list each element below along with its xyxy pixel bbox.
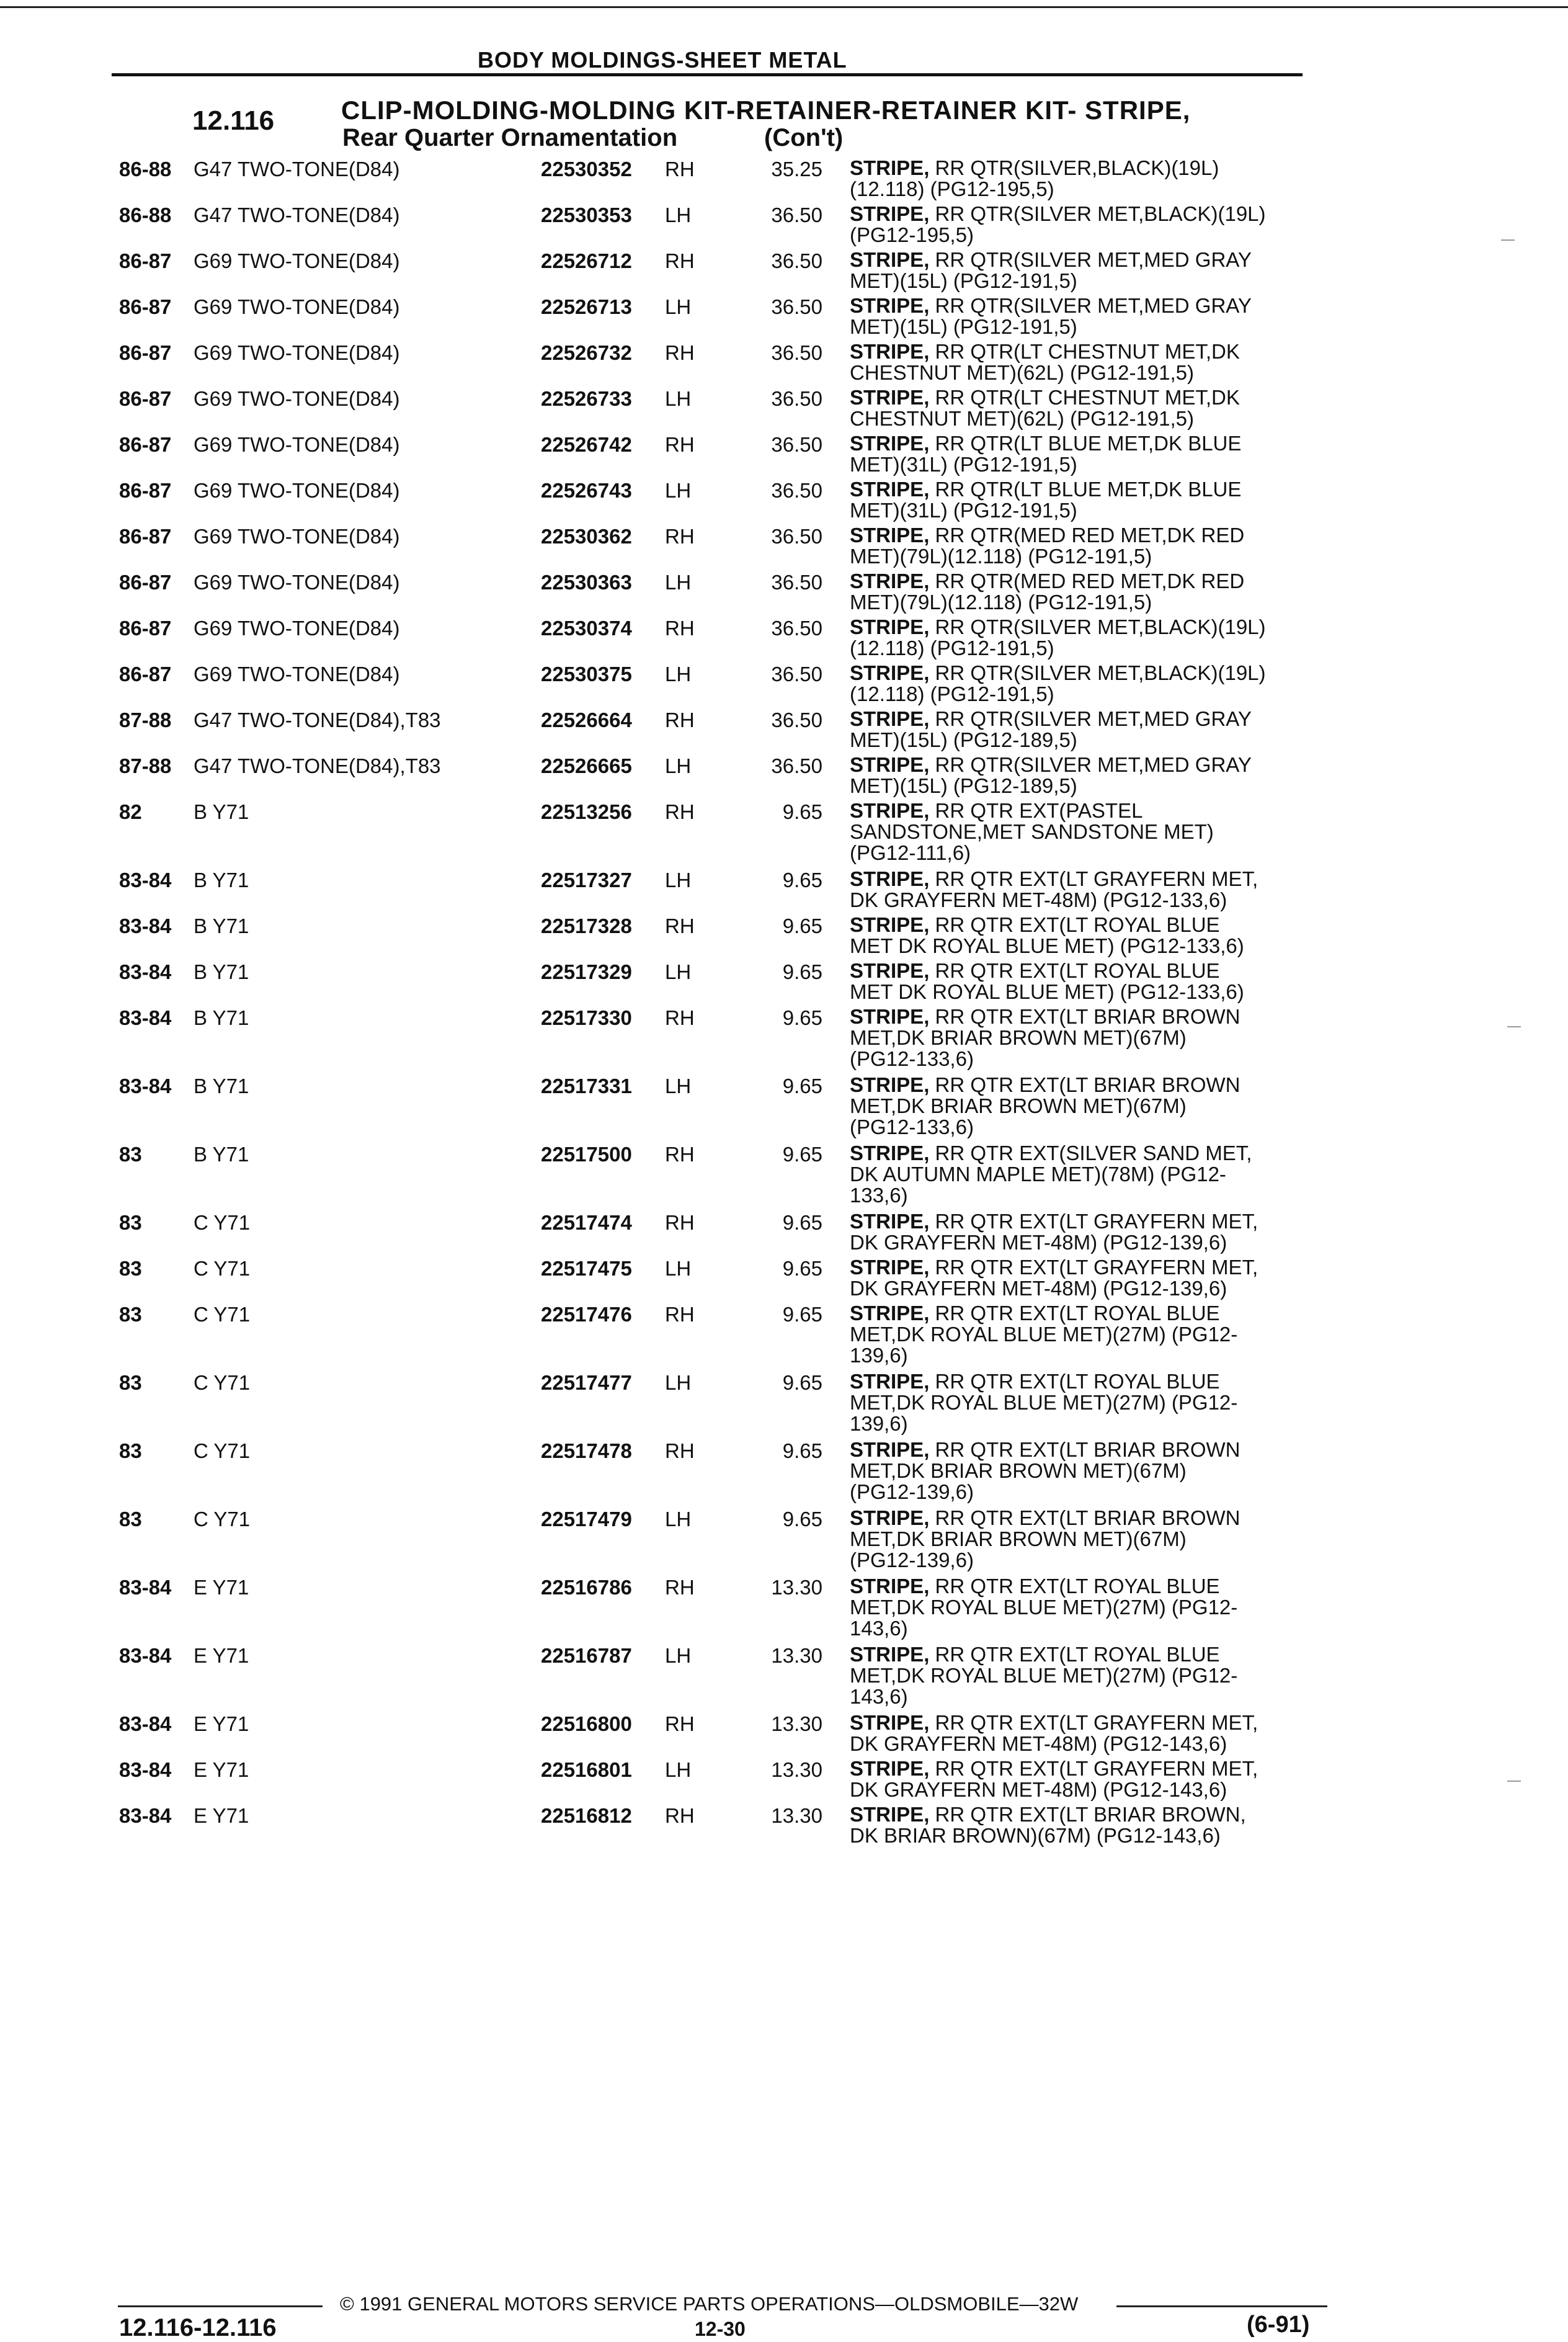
description-text: RR QTR(LT BLUE MET,DK BLUE MET)(31L) (PG12-191,5)	[850, 432, 1242, 476]
part-description	[850, 1758, 1321, 1800]
side: RH	[665, 708, 695, 731]
description-text: RR QTR EXT(LT BRIAR BROWN MET,DK BRIAR BROWN MET)(67M) (PG12-139,6)	[850, 1438, 1241, 1503]
description-lead: STRIPE,	[850, 1142, 930, 1164]
part-number: 22530352	[541, 158, 632, 181]
model-code: C Y71	[194, 1303, 251, 1326]
price: 9.65	[782, 960, 822, 983]
description-text: RR QTR EXT(LT BRIAR BROWN MET,DK BRIAR BROWN MET)(67M) (PG12-133,6)	[850, 1005, 1241, 1070]
description-text: RR QTR EXT(LT ROYAL BLUE MET,DK ROYAL BLUE MET)(27M) (PG12- 139,6)	[850, 1302, 1238, 1367]
part-description	[850, 960, 1321, 1003]
side: RH	[665, 800, 695, 823]
part-description	[850, 158, 1321, 200]
part-number: 22513256	[541, 800, 632, 823]
part-description	[850, 295, 1321, 337]
part-number: 22517328	[541, 914, 632, 937]
price: 36.50	[771, 203, 822, 226]
part-description	[850, 800, 1321, 864]
side: RH	[665, 1211, 695, 1234]
side: RH	[665, 525, 695, 548]
description-lead: STRIPE,	[850, 913, 930, 936]
side: RH	[665, 1143, 695, 1166]
year-range: 83	[119, 1143, 142, 1166]
description-lead: STRIPE,	[850, 478, 930, 501]
year-range: 83	[119, 1257, 142, 1280]
price: 13.30	[771, 1758, 822, 1781]
description-text: RR QTR EXT(LT BRIAR BROWN MET,DK BRIAR BROWN MET)(67M) (PG12-139,6)	[850, 1506, 1241, 1571]
part-number: 22516801	[541, 1758, 632, 1781]
description-text: RR QTR EXT(LT BRIAR BROWN MET,DK BRIAR BROWN MET)(67M) (PG12-133,6)	[850, 1073, 1241, 1138]
price: 9.65	[782, 1143, 822, 1166]
model-code: C Y71	[194, 1508, 251, 1531]
scan-mark	[1507, 1781, 1521, 1782]
part-description	[850, 203, 1321, 246]
part-number: 22516786	[541, 1576, 632, 1599]
part-number: 22530363	[541, 571, 632, 594]
side: LH	[665, 387, 692, 410]
model-code: G47 TWO-TONE(D84),T83	[194, 754, 441, 777]
side: RH	[665, 249, 695, 272]
year-range: 86-87	[119, 387, 172, 410]
part-number: 22517330	[541, 1006, 632, 1029]
model-code: C Y71	[194, 1439, 251, 1462]
year-range: 86-87	[119, 525, 172, 548]
part-number: 22530353	[541, 203, 632, 226]
year-range: 83	[119, 1439, 142, 1462]
description-text: RR QTR EXT(LT ROYAL BLUE MET,DK ROYAL BLUE MET)(27M) (PG12- 143,6)	[850, 1575, 1238, 1640]
description-lead: STRIPE,	[850, 1757, 930, 1780]
description-lead: STRIPE,	[850, 1210, 930, 1233]
price: 36.50	[771, 754, 822, 777]
footer-copyright: © 1991 GENERAL MOTORS SERVICE PARTS OPERATIONS—OLDSMOBILE—32W	[340, 2293, 1079, 2315]
description-text: RR QTR EXT(LT ROYAL BLUE MET,DK ROYAL BLUE MET)(27M) (PG12- 143,6)	[850, 1643, 1238, 1708]
part-description	[850, 1211, 1321, 1253]
side: RH	[665, 1439, 695, 1462]
price: 36.50	[771, 663, 822, 686]
part-description	[850, 869, 1321, 911]
description-lead: STRIPE,	[850, 1256, 930, 1279]
year-range: 83-84	[119, 960, 172, 983]
side: LH	[665, 1075, 692, 1097]
description-text: RR QTR(SILVER MET,MED GRAY MET)(15L) (PG12-191,5)	[850, 294, 1252, 338]
description-lead: STRIPE,	[850, 1506, 930, 1529]
description-text: RR QTR(MED RED MET,DK RED MET)(79L)(12.118) (PG12-191,5)	[850, 570, 1245, 614]
part-description	[850, 754, 1321, 797]
price: 9.65	[782, 1006, 822, 1029]
description-lead: STRIPE,	[850, 1005, 930, 1028]
description-text: RR QTR(SILVER MET,MED GRAY MET)(15L) (PG12-189,5)	[850, 753, 1252, 797]
price: 9.65	[782, 914, 822, 937]
part-description	[850, 341, 1321, 383]
description-lead: STRIPE,	[850, 1302, 930, 1325]
side: LH	[665, 1508, 692, 1531]
description-lead: STRIPE,	[850, 1575, 930, 1598]
description-text: RR QTR EXT(LT ROYAL BLUE MET DK ROYAL BLUE MET) (PG12-133,6)	[850, 913, 1244, 957]
price: 35.25	[771, 158, 822, 181]
side: RH	[665, 1006, 695, 1029]
description-lead: STRIPE,	[850, 156, 930, 179]
description-lead: STRIPE,	[850, 1370, 930, 1393]
model-code: B Y71	[194, 869, 249, 892]
year-range: 87-88	[119, 754, 172, 777]
price: 13.30	[771, 1712, 822, 1735]
part-description	[850, 571, 1321, 613]
part-number: 22516787	[541, 1644, 632, 1667]
part-description	[850, 1006, 1321, 1070]
model-code: C Y71	[194, 1211, 251, 1234]
part-description	[850, 1439, 1321, 1503]
price: 36.50	[771, 708, 822, 731]
side: RH	[665, 1804, 695, 1827]
description-lead: STRIPE,	[850, 753, 930, 776]
description-lead: STRIPE,	[850, 661, 930, 684]
section-rule	[112, 73, 1303, 76]
side: LH	[665, 754, 692, 777]
model-code: C Y71	[194, 1371, 251, 1394]
part-number: 22517478	[541, 1439, 632, 1462]
part-description	[850, 525, 1321, 567]
model-code: B Y71	[194, 1075, 249, 1097]
part-number: 22526733	[541, 387, 632, 410]
year-range: 83-84	[119, 1644, 172, 1667]
part-description	[850, 1712, 1321, 1754]
description-text: RR QTR EXT(LT GRAYFERN MET, DK GRAYFERN MET-48M) (PG12-133,6)	[850, 867, 1258, 911]
price: 9.65	[782, 800, 822, 823]
year-range: 83-84	[119, 1712, 172, 1735]
side: RH	[665, 433, 695, 456]
description-text: RR QTR(MED RED MET,DK RED MET)(79L)(12.118) (PG12-191,5)	[850, 524, 1245, 568]
side: RH	[665, 1576, 695, 1599]
model-code: G69 TWO-TONE(D84)	[194, 571, 400, 594]
part-description	[850, 708, 1321, 751]
price: 9.65	[782, 1439, 822, 1462]
description-lead: STRIPE,	[850, 1438, 930, 1461]
year-range: 86-87	[119, 479, 172, 502]
part-number: 22526665	[541, 754, 632, 777]
model-code: G69 TWO-TONE(D84)	[194, 433, 400, 456]
year-range: 83-84	[119, 1075, 172, 1097]
description-text: RR QTR(LT CHESTNUT MET,DK CHESTNUT MET)(62L) (PG12-191,5)	[850, 386, 1240, 430]
year-range: 83	[119, 1508, 142, 1531]
side: LH	[665, 869, 692, 892]
price: 9.65	[782, 1508, 822, 1531]
model-code: E Y71	[194, 1576, 249, 1599]
model-code: G47 TWO-TONE(D84)	[194, 158, 400, 181]
part-number: 22526743	[541, 479, 632, 502]
part-number: 22517474	[541, 1211, 632, 1234]
year-range: 86-87	[119, 341, 172, 364]
price: 36.50	[771, 341, 822, 364]
side: LH	[665, 1644, 692, 1667]
price: 36.50	[771, 433, 822, 456]
description-lead: STRIPE,	[850, 294, 930, 317]
part-number: 22517327	[541, 869, 632, 892]
description-lead: STRIPE,	[850, 386, 930, 409]
side: RH	[665, 1712, 695, 1735]
model-code: G69 TWO-TONE(D84)	[194, 663, 400, 686]
part-number: 22517329	[541, 960, 632, 983]
year-range: 83-84	[119, 1804, 172, 1827]
part-description	[850, 433, 1321, 475]
price: 36.50	[771, 617, 822, 640]
group-subtitle: Rear Quarter Ornamentation	[342, 124, 678, 151]
part-number: 22526732	[541, 341, 632, 364]
model-code: E Y71	[194, 1758, 249, 1781]
part-description	[850, 1075, 1321, 1138]
model-code: C Y71	[194, 1257, 251, 1280]
side: RH	[665, 914, 695, 937]
part-description	[850, 479, 1321, 521]
part-number: 22517476	[541, 1303, 632, 1326]
model-code: E Y71	[194, 1644, 249, 1667]
price: 9.65	[782, 869, 822, 892]
description-text: RR QTR EXT(LT ROYAL BLUE MET DK ROYAL BLUE MET) (PG12-133,6)	[850, 959, 1244, 1003]
part-number: 22526713	[541, 295, 632, 318]
description-text: RR QTR EXT(LT GRAYFERN MET, DK GRAYFERN MET-48M) (PG12-143,6)	[850, 1711, 1258, 1755]
description-text: RR QTR EXT(LT GRAYFERN MET, DK GRAYFERN MET-48M) (PG12-139,6)	[850, 1210, 1258, 1254]
price: 13.30	[771, 1644, 822, 1667]
description-lead: STRIPE,	[850, 524, 930, 547]
part-number: 22526742	[541, 433, 632, 456]
description-text: RR QTR EXT(LT BRIAR BROWN, DK BRIAR BROWN)(67M) (PG12-143,6)	[850, 1803, 1246, 1847]
part-number: 22517479	[541, 1508, 632, 1531]
part-number: 22517500	[541, 1143, 632, 1166]
description-lead: STRIPE,	[850, 1711, 930, 1734]
year-range: 86-87	[119, 249, 172, 272]
year-range: 86-87	[119, 571, 172, 594]
price: 9.65	[782, 1371, 822, 1394]
part-description	[850, 1644, 1321, 1707]
year-range: 83-84	[119, 1576, 172, 1599]
year-range: 83	[119, 1371, 142, 1394]
year-range: 86-88	[119, 158, 172, 181]
price: 9.65	[782, 1211, 822, 1234]
side: RH	[665, 158, 695, 181]
year-range: 87-88	[119, 708, 172, 731]
description-text: RR QTR(LT BLUE MET,DK BLUE MET)(31L) (PG12-191,5)	[850, 478, 1242, 522]
part-number: 22526712	[541, 249, 632, 272]
description-lead: STRIPE,	[850, 959, 930, 982]
description-text: RR QTR(SILVER MET,BLACK)(19L) (PG12-195,5)	[850, 202, 1266, 246]
price: 9.65	[782, 1075, 822, 1097]
footer-rule-right	[1116, 2305, 1327, 2307]
part-description	[850, 249, 1321, 292]
part-number: 22517331	[541, 1075, 632, 1097]
part-number: 22516800	[541, 1712, 632, 1735]
model-code: G69 TWO-TONE(D84)	[194, 479, 400, 502]
side: LH	[665, 571, 692, 594]
model-code: E Y71	[194, 1804, 249, 1827]
part-description	[850, 1804, 1321, 1846]
description-lead: STRIPE,	[850, 340, 930, 363]
description-text: RR QTR EXT(LT GRAYFERN MET, DK GRAYFERN MET-48M) (PG12-139,6)	[850, 1256, 1258, 1300]
year-range: 86-87	[119, 433, 172, 456]
description-text: RR QTR(SILVER MET,MED GRAY MET)(15L) (PG12-191,5)	[850, 248, 1252, 292]
description-lead: STRIPE,	[850, 570, 930, 592]
side: RH	[665, 341, 695, 364]
footer-range: 12.116-12.116	[119, 2314, 277, 2341]
model-code: G69 TWO-TONE(D84)	[194, 341, 400, 364]
scan-mark	[1501, 239, 1515, 241]
model-code: G47 TWO-TONE(D84),T83	[194, 708, 441, 731]
price: 13.30	[771, 1576, 822, 1599]
part-description	[850, 914, 1321, 957]
description-lead: STRIPE,	[850, 1643, 930, 1666]
part-number: 22526664	[541, 708, 632, 731]
model-code: B Y71	[194, 800, 249, 823]
price: 36.50	[771, 387, 822, 410]
year-range: 86-87	[119, 295, 172, 318]
model-code: G69 TWO-TONE(D84)	[194, 617, 400, 640]
part-number: 22516812	[541, 1804, 632, 1827]
year-range: 83-84	[119, 1006, 172, 1029]
part-description	[850, 387, 1321, 429]
part-number: 22530362	[541, 525, 632, 548]
group-code: 12.116	[192, 105, 275, 136]
description-lead: STRIPE,	[850, 432, 930, 455]
model-code: B Y71	[194, 1143, 249, 1166]
part-number: 22517477	[541, 1371, 632, 1394]
description-text: RR QTR EXT(LT GRAYFERN MET, DK GRAYFERN MET-48M) (PG12-143,6)	[850, 1757, 1258, 1801]
model-code: B Y71	[194, 1006, 249, 1029]
model-code: G69 TWO-TONE(D84)	[194, 249, 400, 272]
description-text: RR QTR EXT(LT ROYAL BLUE MET,DK ROYAL BLUE MET)(27M) (PG12- 139,6)	[850, 1370, 1238, 1435]
model-code: B Y71	[194, 914, 249, 937]
part-description	[850, 1257, 1321, 1299]
part-description	[850, 1508, 1321, 1571]
year-range: 83	[119, 1303, 142, 1326]
year-range: 86-88	[119, 203, 172, 226]
section-title: BODY MOLDINGS-SHEET METAL	[478, 47, 847, 73]
part-description	[850, 617, 1321, 659]
description-lead: STRIPE,	[850, 867, 930, 890]
side: LH	[665, 203, 692, 226]
part-description	[850, 1371, 1321, 1434]
part-description	[850, 1143, 1321, 1206]
description-lead: STRIPE,	[850, 1073, 930, 1096]
price: 13.30	[771, 1804, 822, 1827]
price: 36.50	[771, 249, 822, 272]
model-code: G69 TWO-TONE(D84)	[194, 295, 400, 318]
year-range: 83	[119, 1211, 142, 1234]
side: LH	[665, 663, 692, 686]
year-range: 86-87	[119, 663, 172, 686]
part-description	[850, 663, 1321, 705]
price: 36.50	[771, 295, 822, 318]
footer-page-number: 12-30	[695, 2318, 746, 2340]
year-range: 83-84	[119, 914, 172, 937]
model-code: B Y71	[194, 960, 249, 983]
side: RH	[665, 1303, 695, 1326]
footer-rule-left	[118, 2305, 323, 2307]
year-range: 83-84	[119, 1758, 172, 1781]
description-text: RR QTR(SILVER,BLACK)(19L) (12.118) (PG12-195,5)	[850, 156, 1219, 200]
part-description	[850, 1303, 1321, 1366]
part-number: 22530374	[541, 617, 632, 640]
price: 36.50	[771, 479, 822, 502]
top-border-rule	[0, 6, 1568, 8]
description-text: RR QTR(SILVER MET,MED GRAY MET)(15L) (PG12-189,5)	[850, 707, 1252, 751]
part-number: 22517475	[541, 1257, 632, 1280]
model-code: G69 TWO-TONE(D84)	[194, 387, 400, 410]
description-lead: STRIPE,	[850, 248, 930, 271]
description-text: RR QTR EXT(PASTEL SANDSTONE,MET SANDSTONE MET) (PG12-111,6)	[850, 799, 1214, 864]
side: LH	[665, 1758, 692, 1781]
price: 9.65	[782, 1303, 822, 1326]
year-range: 82	[119, 800, 142, 823]
scan-mark	[1507, 1026, 1521, 1027]
description-lead: STRIPE,	[850, 615, 930, 638]
group-title: CLIP-MOLDING-MOLDING KIT-RETAINER-RETAINER KIT- STRIPE,	[341, 96, 1191, 125]
side: RH	[665, 617, 695, 640]
description-text: RR QTR(LT CHESTNUT MET,DK CHESTNUT MET)(62L) (PG12-191,5)	[850, 340, 1240, 384]
side: LH	[665, 295, 692, 318]
year-range: 86-87	[119, 617, 172, 640]
year-range: 83-84	[119, 869, 172, 892]
description-lead: STRIPE,	[850, 799, 930, 822]
description-lead: STRIPE,	[850, 707, 930, 730]
side: LH	[665, 1257, 692, 1280]
price: 36.50	[771, 571, 822, 594]
model-code: G69 TWO-TONE(D84)	[194, 525, 400, 548]
group-continued: (Con't)	[764, 124, 844, 151]
model-code: G47 TWO-TONE(D84)	[194, 203, 400, 226]
description-text: RR QTR(SILVER MET,BLACK)(19L) (12.118) (PG12-191,5)	[850, 661, 1266, 705]
price: 36.50	[771, 525, 822, 548]
description-text: RR QTR EXT(SILVER SAND MET, DK AUTUMN MAPLE MET)(78M) (PG12- 133,6)	[850, 1142, 1252, 1207]
price: 9.65	[782, 1257, 822, 1280]
side: LH	[665, 1371, 692, 1394]
part-number: 22530375	[541, 663, 632, 686]
description-text: RR QTR(SILVER MET,BLACK)(19L) (12.118) (PG12-191,5)	[850, 615, 1266, 659]
side: LH	[665, 960, 692, 983]
side: LH	[665, 479, 692, 502]
description-lead: STRIPE,	[850, 1803, 930, 1826]
footer-date: (6-91)	[1247, 2312, 1310, 2338]
description-lead: STRIPE,	[850, 202, 930, 225]
part-description	[850, 1576, 1321, 1639]
model-code: E Y71	[194, 1712, 249, 1735]
